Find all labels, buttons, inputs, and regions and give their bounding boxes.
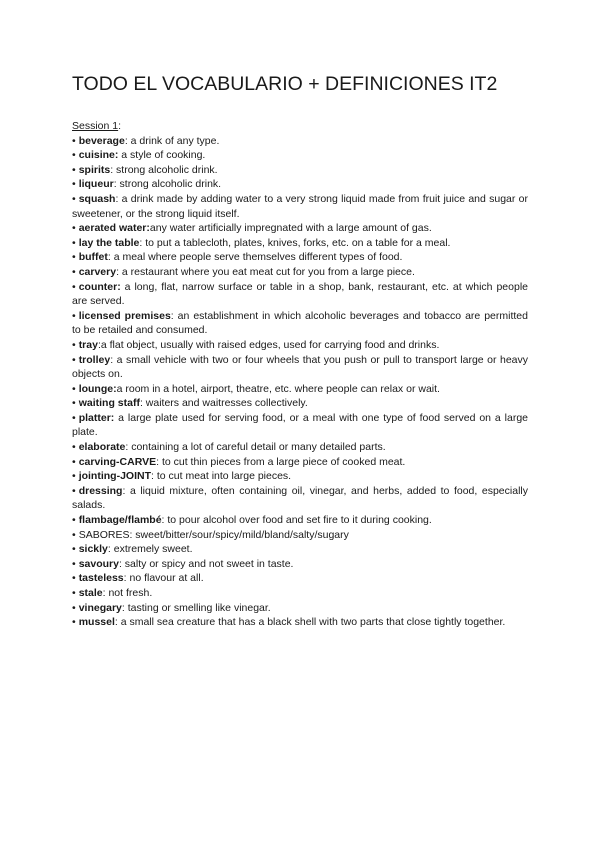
bullet-icon: • [72, 397, 76, 410]
vocabulary-definition: no flavour at all. [126, 572, 204, 585]
vocabulary-term: counter: [78, 280, 121, 293]
vocabulary-definition: tasting or smelling like vinegar. [124, 601, 271, 614]
bullet-icon: • [72, 441, 76, 454]
term-separator: : [161, 514, 165, 527]
vocabulary-term: aerated water: [78, 222, 150, 235]
term-separator: : [151, 470, 154, 483]
vocabulary-entry [72, 411, 528, 440]
term-separator: : [114, 616, 118, 629]
term-separator: : [124, 134, 128, 147]
vocabulary-entry [72, 221, 528, 236]
bullet-icon: • [72, 353, 76, 366]
bullet-icon: • [72, 222, 76, 235]
bullet-icon: • [72, 601, 76, 614]
bullet-icon: • [72, 587, 76, 599]
document-title: TODO EL VOCABULARIO + DEFINICIONES IT2 [72, 73, 498, 95]
vocabulary-term: elaborate [78, 441, 126, 454]
bullet-icon: • [72, 382, 76, 395]
vocabulary-entry [72, 177, 528, 192]
vocabulary-entry [72, 601, 528, 616]
bullet-icon: • [72, 514, 76, 527]
bullet-icon: • [72, 572, 76, 585]
vocabulary-entry [72, 557, 528, 572]
vocabulary-entry [72, 615, 528, 630]
vocabulary-term: cuisine: [78, 149, 119, 162]
vocabulary-term: dressing [78, 484, 123, 497]
session-label: Session 1 [72, 120, 119, 132]
term-separator: : [118, 557, 122, 570]
vocabulary-definition: a drink made by adding water to a very strong liquid made from fruit juice and sugar or sweetener, or the strong liquid itself. [72, 192, 528, 220]
vocabulary-entry [72, 265, 528, 280]
term-separator: : [97, 338, 101, 351]
vocabulary-entry [72, 396, 528, 411]
vocabulary-term: tasteless [78, 572, 124, 585]
vocabulary-definition: to cut meat into large pieces. [153, 470, 292, 483]
bullet-icon: • [72, 309, 76, 322]
vocabulary-definition: containing a lot of careful detail or many detailed parts. [128, 441, 386, 454]
vocabulary-definition: salty or spicy and not sweet in taste. [121, 557, 294, 570]
vocabulary-term: jointing-JOINT [78, 470, 152, 483]
vocabulary-definition: waiters and waitresses collectively. [142, 397, 308, 410]
vocabulary-term: flambage/flambé [78, 514, 162, 527]
vocabulary-entry [72, 309, 528, 338]
term-separator: : [107, 251, 111, 264]
bullet-icon: • [72, 411, 76, 424]
vocabulary-term: liqueur [78, 178, 114, 191]
vocabulary-entry [72, 455, 528, 470]
bullet-icon: • [72, 616, 76, 629]
vocabulary-entry [72, 163, 528, 178]
vocabulary-definition: strong alcoholic drink. [116, 178, 222, 191]
bullet-icon: • [72, 265, 76, 278]
vocabulary-entry [72, 571, 528, 586]
vocabulary-definition: to pour alcohol over food and set fire to it during cooking. [164, 514, 432, 527]
vocabulary-term: tray [78, 338, 98, 351]
vocabulary-term: spirits [78, 163, 111, 176]
vocabulary-entry [72, 280, 528, 309]
vocabulary-term: beverage [78, 134, 125, 147]
vocabulary-term: mussel [78, 616, 115, 629]
bullet-icon: • [72, 455, 76, 468]
vocabulary-definition: a meal where people serve themselves different types of food. [110, 251, 403, 264]
vocabulary-definition: a room in a hotel, airport, theatre, etc. where people can relax or wait. [116, 382, 440, 395]
term-separator: : [139, 236, 143, 249]
vocabulary-term: stale [78, 587, 103, 599]
vocabulary-term: buffet [78, 251, 108, 264]
vocabulary-term: SABORES [78, 528, 130, 541]
bullet-icon: • [72, 557, 76, 570]
vocabulary-term: sickly [78, 543, 108, 556]
vocabulary-entry [72, 353, 528, 382]
vocabulary-definition: to put a tablecloth, plates, knives, forks, etc. on a table for a meal. [142, 236, 451, 249]
bullet-icon: • [72, 280, 76, 293]
term-separator: : [170, 309, 174, 322]
vocabulary-entry [72, 528, 528, 543]
vocabulary-entry [72, 148, 528, 163]
vocabulary-term: lounge: [78, 382, 117, 395]
bullet-icon: • [72, 149, 76, 162]
bullet-icon: • [72, 163, 76, 176]
vocabulary-definition: a flat object, usually with raised edges, used for carrying food and drinks. [100, 338, 440, 351]
vocabulary-definition: any water artificially impregnated with a large amount of gas. [149, 222, 432, 235]
term-separator: : [110, 353, 114, 366]
term-separator: : [122, 484, 126, 497]
vocabulary-definition: extremely sweet. [110, 543, 193, 556]
vocabulary-definition: a small vehicle with two or four wheels that you push or pull to transport large or heavy objects on. [72, 353, 528, 381]
bullet-icon: • [72, 543, 76, 556]
vocabulary-entry [72, 440, 528, 455]
vocabulary-term: vinegary [78, 601, 122, 614]
vocabulary-list [72, 134, 528, 630]
vocabulary-definition: a large plate used for serving food, or a meal with one type of food served on a large plate. [72, 411, 528, 439]
vocabulary-entry [72, 586, 528, 601]
term-separator: : [129, 528, 133, 541]
vocabulary-definition: a small sea creature that has a black shell with two parts that close tightly together. [117, 616, 506, 629]
vocabulary-term: lay the table [78, 236, 140, 249]
term-separator: : [116, 265, 119, 278]
term-separator: : [107, 543, 111, 556]
bullet-icon: • [72, 470, 76, 483]
vocabulary-entry [72, 236, 528, 251]
vocabulary-definition: to cut thin pieces from a large piece of cooked meat. [159, 455, 406, 468]
bullet-icon: • [72, 251, 76, 264]
vocabulary-term: licensed premises [78, 309, 171, 322]
document-page [72, 70, 528, 630]
vocabulary-entry [72, 513, 528, 528]
term-separator: : [115, 192, 119, 205]
term-separator: : [139, 397, 143, 410]
vocabulary-definition: a style of cooking. [118, 149, 206, 162]
term-separator: : [156, 455, 160, 468]
vocabulary-definition: a liquid mixture, often containing oil, vinegar, and herbs, added to food, especially salads. [72, 484, 528, 512]
term-separator: : [125, 441, 129, 454]
vocabulary-term: platter: [78, 411, 115, 424]
term-separator: : [102, 587, 106, 599]
vocabulary-term: trolley [78, 353, 111, 366]
session-suffix: : [118, 120, 122, 132]
vocabulary-entry [72, 542, 528, 557]
vocabulary-entry [72, 250, 528, 265]
bullet-icon: • [72, 484, 76, 497]
vocabulary-entry [72, 192, 528, 221]
vocabulary-definition: sweet/bitter/sour/spicy/mild/bland/salty/sugary [132, 528, 349, 541]
bullet-icon: • [72, 134, 76, 147]
vocabulary-definition: strong alcoholic drink. [113, 163, 218, 176]
vocabulary-term: savoury [78, 557, 119, 570]
term-separator: : [113, 178, 117, 191]
vocabulary-entry [72, 382, 528, 397]
term-separator: : [121, 601, 125, 614]
vocabulary-term: carvery [78, 265, 117, 278]
bullet-icon: • [72, 178, 76, 191]
vocabulary-definition: a drink of any type. [127, 134, 220, 147]
vocabulary-term: carving-CARVE [78, 455, 157, 468]
bullet-icon: • [72, 236, 76, 249]
vocabulary-entry [72, 134, 528, 149]
term-separator: : [110, 163, 114, 176]
vocabulary-entry [72, 469, 528, 484]
bullet-icon: • [72, 192, 76, 205]
vocabulary-definition: not fresh. [105, 587, 153, 599]
vocabulary-entry [72, 484, 528, 513]
vocabulary-definition: an establishment in which alcoholic beverages and tobacco are permitted to be retailed and consumed. [72, 309, 528, 337]
bullet-icon: • [72, 528, 76, 541]
vocabulary-term: squash [78, 192, 116, 205]
vocabulary-term: waiting staff [78, 397, 140, 410]
vocabulary-definition: a restaurant where you eat meat cut for you from a large piece. [118, 265, 415, 278]
term-separator: : [123, 572, 127, 585]
bullet-icon: • [72, 338, 76, 351]
session-heading [72, 119, 528, 134]
vocabulary-entry [72, 338, 528, 353]
vocabulary-definition: a long, flat, narrow surface or table in a shop, bank, restaurant, etc. at which people are served. [72, 280, 528, 308]
